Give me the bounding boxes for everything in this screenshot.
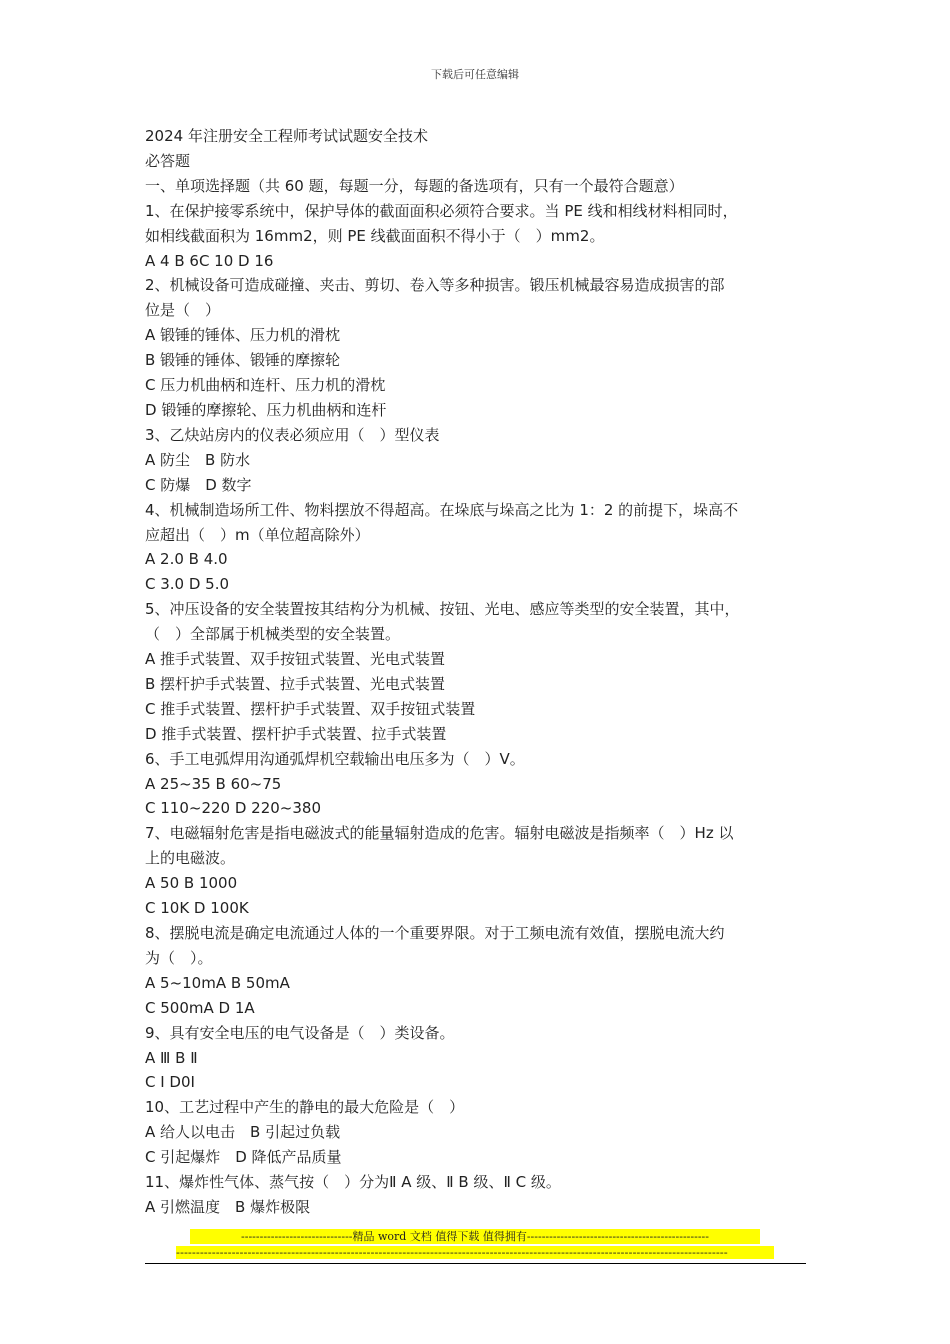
question-text: （ ）全部属于机械类型的安全装置。 bbox=[145, 625, 401, 644]
question-text: 5、冲压设备的安全装置按其结构分为机械、按钮、光电、感应等类型的安全装置，其中， bbox=[145, 600, 740, 619]
question-text: 8、摆脱电流是确定电流通过人体的一个重要界限。对于工频电流有效值，摆脱电流大约 bbox=[145, 924, 725, 942]
section-label: 必答题 bbox=[145, 151, 191, 170]
answer-options: C 防爆 D 数字 bbox=[145, 475, 252, 494]
question-text: 如相线截面积为 16mm2，则 PE 线截面面积不得小于（ ）mm2。 bbox=[145, 226, 605, 245]
question-text: 为（ ）。 bbox=[145, 948, 213, 967]
question-text: 位是（ ） bbox=[145, 301, 221, 320]
question-text: 10、工艺过程中产生的静电的最大危险是（ ） bbox=[145, 1098, 465, 1117]
footer-highlight-dashes: ------------------------------------------------------------------------------------------------------------------------------------------- bbox=[176, 1246, 774, 1259]
answer-options: D 推手式装置、摆杆护手式装置、拉手式装置 bbox=[145, 724, 447, 743]
answer-options: A 推手式装置、双手按钮式装置、光电式装置 bbox=[145, 650, 446, 669]
question-text: 7、电磁辐射危害是指电磁波式的能量辐射造成的危害。辐射电磁波是指频率（ ）Hz 以 bbox=[145, 824, 734, 843]
answer-options: A 引燃温度 B 爆炸极限 bbox=[145, 1197, 311, 1216]
question-text: 2、机械设备可造成碰撞、夹击、剪切、卷入等多种损害。锻压机械最容易造成损害的部 bbox=[145, 276, 725, 295]
question-text: 4、机械制造场所工件、物料摆放不得超高。在垛底与垛高之比为 1：2 的前提下，垛高不 bbox=[145, 500, 739, 519]
answer-options: C 500mA D 1A bbox=[145, 998, 255, 1017]
answer-options: C Ⅰ D0Ⅰ bbox=[145, 1073, 195, 1092]
question-text: 上的电磁波。 bbox=[145, 849, 236, 868]
answer-options: B 摆杆护手式装置、拉手式装置、光电式装置 bbox=[145, 674, 446, 693]
answer-options: A 50 B 1000 bbox=[145, 874, 238, 893]
question-text: 1、在保护接零系统中，保护导体的截面面积必须符合要求。当 PE 线和相线材料相同时， bbox=[145, 201, 738, 220]
answer-options: A 锻锤的锤体、压力机的滑枕 bbox=[145, 326, 341, 345]
answer-options: D 锻锤的摩擦轮、压力机曲柄和连杆 bbox=[145, 400, 387, 419]
answer-options: C 10K D 100K bbox=[145, 899, 249, 918]
question-text: 6、手工电弧焊用沟通弧焊机空载输出电压多为（ ）V。 bbox=[145, 749, 525, 768]
answer-options: C 推手式装置、摆杆护手式装置、双手按钮式装置 bbox=[145, 699, 476, 718]
answer-options: A 4 B 6C 10 D 16 bbox=[145, 251, 274, 270]
answer-options: A 5~10mA B 50mA bbox=[145, 973, 290, 992]
section-heading: 一、单项选择题（共 60 题，每题一分，每题的备选项有，只有一个最符合题意） bbox=[145, 176, 684, 195]
question-text: 应超出（ ）m（单位超高除外） bbox=[145, 525, 370, 544]
answer-options: B 锻锤的锤体、锻锤的摩擦轮 bbox=[145, 351, 341, 370]
answer-options: A Ⅲ B Ⅱ bbox=[145, 1048, 198, 1067]
question-text: 9、具有安全电压的电气设备是（ ）类设备。 bbox=[145, 1023, 455, 1042]
answer-options: A 防尘 B 防水 bbox=[145, 450, 251, 469]
doc-title: 2024 年注册安全工程师考试试题安全技术 bbox=[145, 127, 428, 145]
answer-options: A 2.0 B 4.0 bbox=[145, 550, 228, 569]
question-text: 3、乙炔站房内的仪表必须应用（ ）型仪表 bbox=[145, 425, 440, 444]
footer-highlight-text: ------------------------------精品 word 文档 值得下载 值得拥有------------------------------------------------- bbox=[190, 1229, 760, 1244]
answer-options: C 压力机曲柄和连杆、压力机的滑枕 bbox=[145, 376, 386, 395]
answer-options: A 25~35 B 60~75 bbox=[145, 774, 282, 793]
answer-options: C 110~220 D 220~380 bbox=[145, 799, 321, 818]
answer-options: C 引起爆炸 D 降低产品质量 bbox=[145, 1148, 342, 1167]
document-body bbox=[145, 124, 815, 1220]
page-header-note: 下载后可任意编辑 bbox=[431, 68, 519, 81]
answer-options: C 3.0 D 5.0 bbox=[145, 575, 230, 594]
footer-divider bbox=[145, 1263, 806, 1264]
question-text: 11、爆炸性气体、蒸气按（ ）分为Ⅱ A 级、Ⅱ B 级、Ⅱ C 级。 bbox=[145, 1173, 561, 1192]
answer-options: A 给人以电击 B 引起过负载 bbox=[145, 1123, 341, 1142]
